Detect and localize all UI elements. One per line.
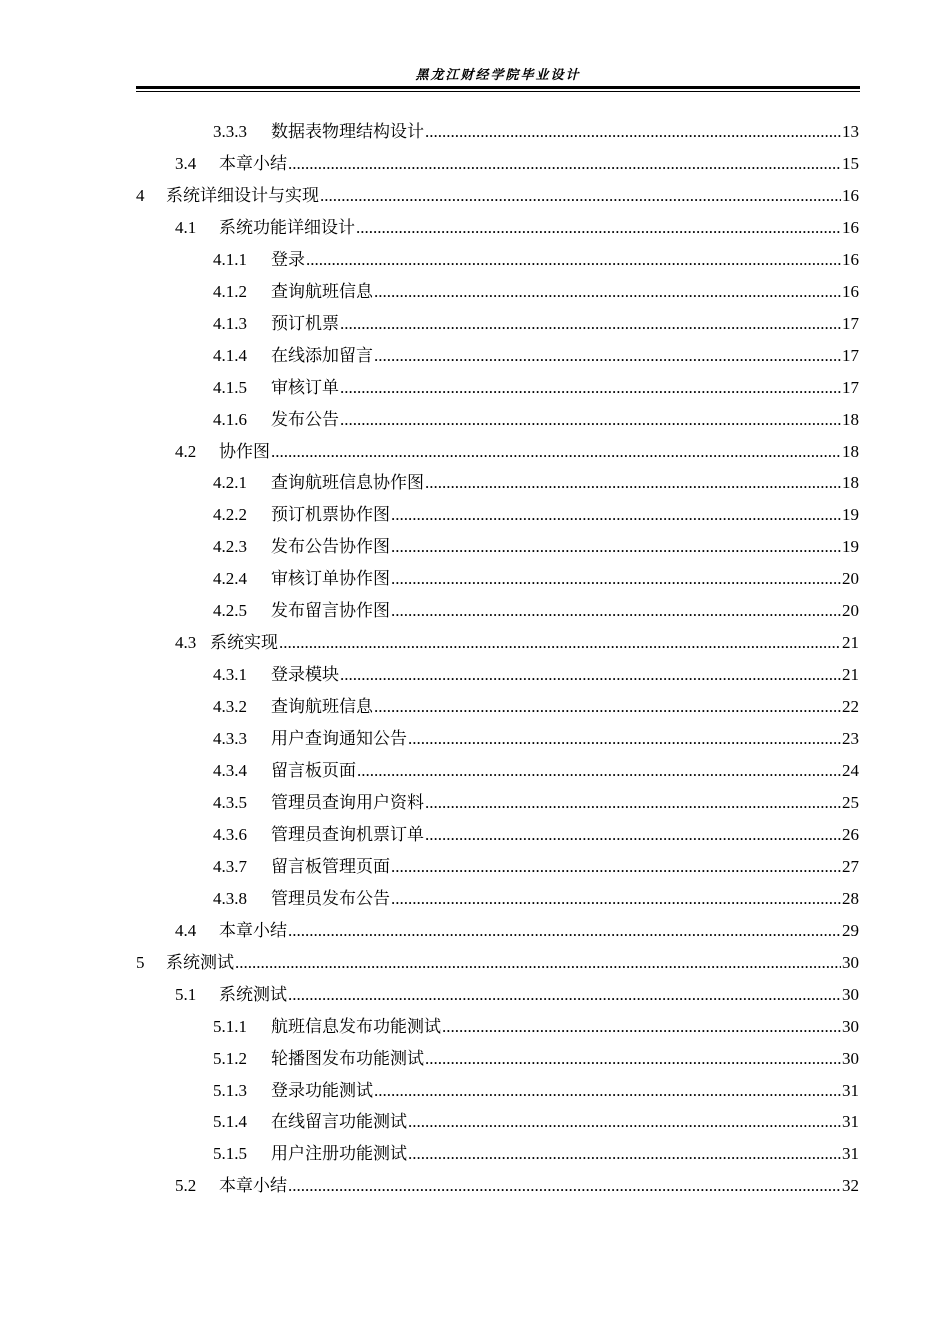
toc-entry-number: 4.3.4	[213, 761, 247, 780]
toc-dot-leader	[279, 632, 841, 654]
toc-entry[interactable]	[136, 185, 859, 207]
toc-entry-page-number: 22	[842, 697, 859, 717]
toc-entry-number: 4.3.8	[213, 888, 247, 908]
toc-dot-leader	[340, 409, 841, 431]
toc-entry-page-number: 20	[842, 569, 859, 589]
toc-entry-title: 发布留言协作图	[271, 601, 390, 621]
toc-entry-page-number: 32	[842, 1176, 859, 1196]
toc-dot-leader	[425, 1048, 841, 1070]
toc-entry-number: 4.3	[175, 633, 197, 653]
toc-entry-number: 5.1.5	[213, 1144, 247, 1164]
toc-entry-number: 5.1	[175, 984, 197, 1004]
toc-entry-title: 系统功能详细设计	[219, 217, 355, 237]
toc-entry-title: 审核订单	[271, 377, 339, 397]
toc-entry-number: 4.1.3	[213, 313, 247, 333]
toc-entry[interactable]	[213, 536, 859, 558]
toc-entry-title: 在线留言功能测试	[271, 1112, 407, 1132]
toc-entry-page-number: 21	[842, 665, 859, 685]
toc-entry-title: 留言板页面	[271, 761, 356, 780]
toc-entry-number: 4	[136, 185, 145, 205]
toc-entry[interactable]	[213, 1080, 859, 1102]
toc-entry-number: 4.1.5	[213, 377, 247, 397]
toc-entry-page-number: 26	[842, 824, 859, 844]
toc-entry[interactable]	[213, 1048, 859, 1070]
toc-entry[interactable]	[175, 441, 859, 463]
toc-entry-number: 5.1.2	[213, 1048, 247, 1068]
toc-entry-page-number: 23	[842, 729, 859, 748]
toc-dot-leader	[235, 952, 841, 974]
toc-entry-title: 预订机票	[271, 313, 339, 333]
toc-entry[interactable]	[213, 504, 859, 526]
toc-entry-title: 用户查询通知公告	[271, 729, 407, 748]
toc-entry-page-number: 28	[842, 888, 859, 908]
toc-entry-page-number: 16	[842, 249, 859, 269]
toc-entry[interactable]	[175, 217, 859, 239]
toc-entry-title: 审核订单协作图	[271, 569, 390, 589]
toc-entry-page-number: 19	[842, 537, 859, 557]
toc-dot-leader	[442, 1016, 841, 1038]
toc-entry-number: 4.2.4	[213, 569, 247, 589]
toc-dot-leader	[391, 504, 841, 526]
toc-dot-leader	[408, 1143, 841, 1165]
toc-entry-title: 本章小结	[219, 153, 287, 173]
toc-entry-title: 发布公告协作图	[271, 537, 390, 557]
toc-entry-page-number: 30	[842, 1048, 859, 1068]
toc-dot-leader	[425, 824, 841, 846]
toc-dot-leader	[408, 1111, 841, 1133]
toc-dot-leader	[374, 1080, 841, 1102]
toc-entry[interactable]	[213, 856, 859, 878]
toc-entry-title: 登录	[271, 249, 305, 269]
toc-dot-leader	[340, 313, 841, 335]
toc-entry-number: 4.1.4	[213, 345, 247, 365]
toc-entry[interactable]	[213, 1111, 859, 1133]
toc-entry-page-number: 31	[842, 1080, 859, 1100]
toc-entry[interactable]	[213, 824, 859, 846]
toc-entry-number: 5.2	[175, 1176, 197, 1196]
toc-entry-number: 4.3.6	[213, 824, 247, 844]
toc-entry-number: 4.2.5	[213, 601, 247, 621]
toc-dot-leader	[271, 441, 841, 463]
toc-entry-title: 管理员查询用户资料	[271, 792, 424, 812]
toc-dot-leader	[425, 472, 841, 494]
toc-entry-title: 预订机票协作图	[271, 505, 390, 525]
toc-entry-page-number: 18	[842, 441, 859, 461]
toc-entry-number: 5.1.3	[213, 1080, 247, 1100]
toc-entry[interactable]	[213, 1143, 859, 1165]
toc-entry-page-number: 17	[842, 313, 859, 333]
toc-entry[interactable]	[213, 888, 859, 910]
toc-entry-title: 系统测试	[166, 952, 234, 972]
toc-dot-leader	[320, 185, 841, 207]
toc-entry-page-number: 17	[842, 345, 859, 365]
toc-entry-number: 4.3.1	[213, 665, 247, 685]
toc-entry-page-number: 18	[842, 473, 859, 493]
toc-entry-number: 4.1	[175, 217, 197, 237]
toc-entry-title: 系统测试	[219, 984, 287, 1004]
toc-entry-number: 4.3.3	[213, 729, 247, 748]
toc-entry-number: 4.3.5	[213, 792, 247, 812]
toc-entry[interactable]	[213, 664, 859, 686]
toc-entry-number: 3.4	[175, 153, 197, 173]
toc-entry[interactable]	[213, 313, 859, 335]
toc-entry-number: 4.2	[175, 441, 197, 461]
toc-dot-leader	[408, 728, 841, 750]
toc-entry-title: 协作图	[219, 441, 270, 461]
toc-entry-page-number: 20	[842, 601, 859, 621]
toc-entry-page-number: 18	[842, 409, 859, 429]
toc-entry-page-number: 24	[842, 761, 859, 780]
toc-entry-number: 4.1.1	[213, 249, 247, 269]
toc-dot-leader	[391, 888, 841, 910]
toc-dot-leader	[288, 153, 841, 175]
toc-entry-title: 留言板管理页面	[271, 856, 390, 876]
toc-entry-number: 5	[136, 952, 145, 972]
toc-dot-leader	[391, 856, 841, 878]
toc-entry[interactable]	[213, 1016, 859, 1038]
toc-entry-page-number: 31	[842, 1112, 859, 1132]
toc-dot-leader	[340, 377, 841, 399]
toc-entry-page-number: 21	[842, 633, 859, 653]
toc-entry-title: 航班信息发布功能测试	[271, 1016, 441, 1036]
toc-dot-leader	[356, 217, 841, 239]
toc-entry-title: 在线添加留言	[271, 345, 373, 365]
toc-entry-title: 查询航班信息	[271, 281, 373, 301]
toc-entry-title: 登录模块	[271, 665, 339, 685]
toc-entry-page-number: 19	[842, 505, 859, 525]
toc-dot-leader	[374, 696, 841, 718]
toc-entry-title: 本章小结	[219, 920, 287, 940]
toc-entry-title: 管理员发布公告	[271, 888, 390, 908]
toc-entry-page-number: 31	[842, 1144, 859, 1164]
toc-entry[interactable]	[175, 153, 859, 175]
toc-entry-title: 发布公告	[271, 409, 339, 429]
toc-dot-leader	[288, 984, 841, 1006]
toc-entry[interactable]	[213, 600, 859, 622]
toc-entry-page-number: 17	[842, 377, 859, 397]
toc-dot-leader	[374, 281, 841, 303]
toc-entry-number: 5.1.4	[213, 1112, 247, 1132]
toc-entry-page-number: 16	[842, 185, 859, 205]
toc-dot-leader	[288, 1175, 841, 1197]
toc-entry-page-number: 30	[842, 1016, 859, 1036]
toc-entry[interactable]	[213, 345, 859, 367]
toc-entry[interactable]	[136, 952, 859, 974]
toc-entry-number: 4.4	[175, 920, 197, 940]
toc-entry-page-number: 30	[842, 984, 859, 1004]
toc-entry-title: 系统详细设计与实现	[166, 185, 319, 205]
toc-entry[interactable]	[213, 121, 859, 143]
toc-entry-number: 3.3.3	[213, 122, 247, 141]
toc-entry-title: 查询航班信息协作图	[271, 473, 424, 493]
toc-entry-number: 4.1.2	[213, 281, 247, 301]
toc-entry-page-number: 27	[842, 856, 859, 876]
toc-dot-leader	[425, 121, 841, 143]
page-header-title: 黑龙江财经学院毕业设计	[415, 68, 581, 83]
toc-entry-number: 4.3.2	[213, 697, 247, 717]
toc-entry-title: 轮播图发布功能测试	[271, 1048, 424, 1068]
toc-entry-title: 系统实现	[210, 633, 278, 653]
toc-entry-title: 管理员查询机票订单	[271, 824, 424, 844]
toc-entry-page-number: 15	[842, 153, 859, 173]
toc-entry-title: 登录功能测试	[271, 1080, 373, 1100]
toc-entry-title: 用户注册功能测试	[271, 1144, 407, 1164]
toc-entry-page-number: 16	[842, 217, 859, 237]
toc-entry[interactable]	[175, 920, 859, 942]
toc-entry-number: 4.1.6	[213, 409, 247, 429]
toc-entry[interactable]	[213, 249, 859, 271]
toc-entry-page-number: 25	[842, 792, 859, 812]
toc-entry-number: 4.2.3	[213, 537, 247, 557]
toc-dot-leader	[391, 568, 841, 590]
toc-dot-leader	[306, 249, 841, 271]
toc-entry[interactable]	[213, 409, 859, 431]
toc-entry[interactable]	[175, 632, 859, 654]
toc-entry-page-number: 16	[842, 281, 859, 301]
toc-entry-number: 5.1.1	[213, 1016, 247, 1036]
toc-dot-leader	[391, 536, 841, 558]
toc-entry-page-number: 30	[842, 952, 859, 972]
toc-entry[interactable]	[213, 281, 859, 303]
toc-entry-title: 本章小结	[219, 1176, 287, 1196]
toc-dot-leader	[288, 920, 841, 942]
toc-entry-page-number: 29	[842, 920, 859, 940]
toc-dot-leader	[340, 664, 841, 686]
toc-entry[interactable]	[213, 568, 859, 590]
toc-entry[interactable]	[175, 984, 859, 1006]
toc-entry-number: 4.2.2	[213, 505, 247, 525]
toc-dot-leader	[374, 345, 841, 367]
toc-entry[interactable]	[213, 472, 859, 494]
toc-entry-title: 查询航班信息	[271, 697, 373, 717]
toc-dot-leader	[425, 792, 841, 814]
toc-dot-leader	[357, 760, 841, 782]
toc-entry[interactable]	[213, 792, 859, 814]
toc-entry[interactable]	[213, 377, 859, 399]
toc-entry[interactable]	[213, 760, 859, 782]
toc-dot-leader	[391, 600, 841, 622]
toc-entry-page-number: 13	[842, 122, 859, 141]
toc-entry-number: 4.3.7	[213, 856, 247, 876]
toc-entry[interactable]	[175, 1175, 859, 1197]
toc-entry[interactable]	[213, 728, 859, 750]
toc-entry-number: 4.2.1	[213, 473, 247, 493]
toc-entry[interactable]	[213, 696, 859, 718]
toc-entry-title: 数据表物理结构设计	[271, 122, 424, 141]
